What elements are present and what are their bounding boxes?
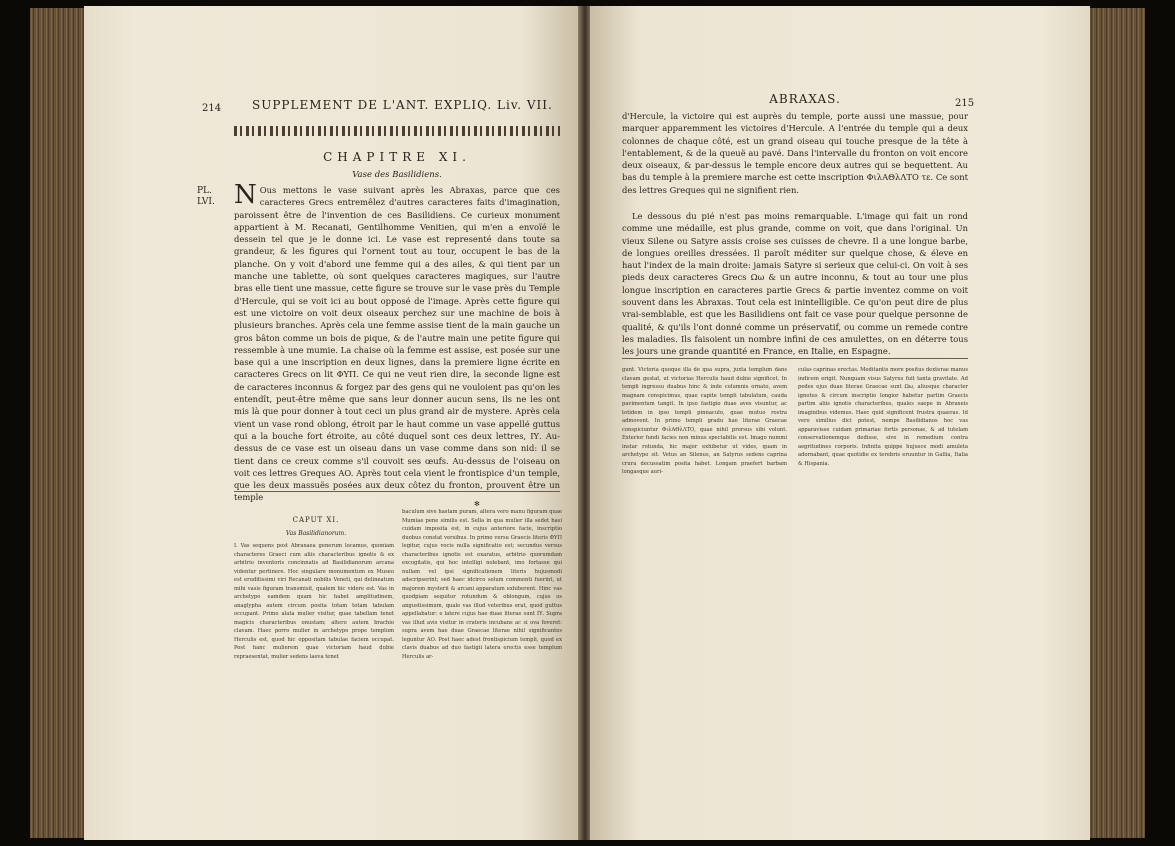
star-mark: ✻ <box>474 500 480 508</box>
latin-column-2: baculum sive hastam puram, altera vero manu figuram quae Mumiae pene similis est. Sella in qua mulier illa sedet basi cuidam imposita est, in cujus anteriore facie, inscriptio duobus constat versibus. In primo versu Graecis literis ΦΥΠ legitur, cujus vocis nulla significatio est; secundus versus characteribus ignotis est exaratus, arbitrio quorumdam excogitatis, qui hoc intelligi nolebant, imo fortasse qui nullam vel ipsi significationem literis hujusmodi adscripserint; sed haec idcirco solum commenti fuerint, ut majorem mysterii & arcani apparatum exhiberent. Hinc vas quodpiam sequitur rotundum & oblongum, cujus os angustissimum, quale vas illud veteribus erat, quod guttus appellabatur: e latere cujus hae duae literae sunt IΥ. Supra vas illud avis visitur in crateris incubans ac si ova foveret: supra avem hae duae Graecae literae nihil significantes leguntur AO. Post haec adest frontispicium templi, quod ex clavis duabus ad duo fastigii latera erectis esse templum Herculis ar- <box>402 509 562 660</box>
plate-reference: PL. LVI. <box>197 186 215 207</box>
latin-column-2: culas caprinas erectas. Meditantis more positus dexterae manus indicem erigit. Nunquam visus Satyrus fuit tanta gravitate. Ad pedes ejus duae literae Graecae sunt Ωω, aliusque character ignotus & circum inscriptio longior habetur partim Graecis partim aliis ignotis characteribus, quales saepe in Abraxeis imaginibus videmus. Haec quid significent frustra quaeras. Id vero similius dici potest, nempe Basilidianos hoc vas apparavisse cuidam primariae fortis personae, & ad tutelam conservationemque dedisse, sive in remedium contra aegritudines corporis. Infinita quippe hujusce modi amuleta adornabant, quae quotidie ex terebris eruuntur in Gallia, Italia & Hispania. <box>798 367 968 467</box>
latin-heading: CAPUT XI. <box>292 516 340 524</box>
right-page-edges <box>1085 8 1145 838</box>
chapter-heading: CHAPITRE XI. <box>323 150 471 164</box>
latin-column-1: gunt. Victoria quoque illa de qua supra, juxta templum dans clavam gestat, ut victorias Herculis haud dubie significet. In templi ingressu duabus hinc & inde columnis ornato, avem magnam conspicimus, quae capite templi tabulatum, cauda pavimentum tangit. In ipso fastigio duae aves visuntur, ac totidem in ipso templi pinnaculo, quae mutuo rostra admovent. In primo templi gradu hae literae Graecae conspiciuntur ΦιλΑΘλΛΤΟ, quae nihil prorsus sibi volunt. Exterior fundi facies non minus spectabilis est. Imago nummi instar rotunda, hic major exhibetur ut vides, quam in archetypo sit. Vetus an Silenus, an Satyrus sedens caprina crura decussatim posita habet. Longam praefert barbam longasque auri- <box>622 367 787 475</box>
french-paragraph: Ous mettons le vase suivant après les Abraxas, parce que ces caracteres Grecs entremêlez d'autres caracteres faits d'imagination, paroissent être de l'invention de ces Basilidiens. Ce curieux monument appartient à M. Recanati, Gentilhomme Venitien, qui m'en a envoïé le dessein tel que je le donne ici. Le vase est representé dans toute sa grandeur, & les figures qui l'ornent tout au tour, occupent le bas de la planche. On y voit d'abord une femme qui a des ailes, & qui tient par un manche une tablette, où sont quelques caracteres magiques, sur l'autre bras elle tient une massue, cette figure se trouve sur le vase près du Temple d'Hercule, qui se voit ici au bout opposé de l'image. Après cette figure qui est une victoire on voit deux oiseaux perchez sur une machine de bois à plusieurs branches. Après cela une femme assise tient de la main gauche un gros bâton comme un bois de pique, & de l'autre main une petite figure qui ressemble à une mumie. La chaise où la femme est assise, est posée sur une base qui a une inscription en deux lignes, dans la premiere ligne écrite en caracteres Grecs on lit ΦΥΠ. Ce qui ne veut rien dire, la seconde ligne est de caracteres inconnus & forgez par des gens qui ne vouloient pas qu'on les entendît, peut-être même que sans leur donner aucun sens, ils ne les ont mis là que pour donner à tout ceci un plus grand air de mystere. Après cela vient un vase rond oblong, étroit par le haut comme un vase appellé guttus qui a la bouche fort étroite, au côté duquel sont ces deux lettres, IΥ. Au-dessus de ce vase est un oiseau dans un vase comme dans son nid: il se tient dans ce creux comme s'il couvoit ses œufs. Au-dessus de l'oiseau on voit ces lettres Greques AO. Après tout cela vient le frontispice d'un temple, que les deux massuës posées aux deux côtez du fronton, prouvent être un temple <box>234 185 560 503</box>
running-head: ABRAXAS. <box>769 92 841 106</box>
left-page <box>84 6 580 840</box>
ornament-band <box>234 126 560 136</box>
drop-cap: N <box>234 180 257 210</box>
chapter-subtitle: Vase des Basilidiens. <box>352 170 442 180</box>
running-head: SUPPLEMENT DE L'ANT. EXPLIQ. Liv. VII. <box>252 98 553 112</box>
latin-column-1: I. Vas sequens post Abraxaea generum locamus, quoniam characteres Graeci cum aliis characteribus ignotis & ex arbitrio inventoris concinnatis ad Basilidianorum arcana videntur pertinere. Hoc singulare monumentum ex Museo est eruditissimi viri Recanati nobilis Veneti, qui delineatum mihi vasis figuram transmisit, qualem hic videre est. Vas in archetypo eamdem quam hic habet amplitudinem, anaglypha autem circum posita totam totam tabulam occupant. Primo alata mulier visitur, quae tabellam tenet magicis characteribus onustam; altero autem brachio clavam. Haec porro mulier in archetypo prope templum Herculis est, quod hic oppositam tabulae faciem occupat. Post hanc mulierem quae victoriam haud dubie repraesentat, mulier sedens laeva tenet <box>234 543 394 660</box>
page-number: 214 <box>202 103 222 114</box>
right-page <box>590 6 1090 840</box>
separator-rule <box>622 358 968 359</box>
separator-rule <box>234 491 560 492</box>
page-number: 215 <box>955 98 975 109</box>
french-paragraph-2: Le dessous du pié n'est pas moins remarquable. L'image qui fait un rond comme une médaille, est plus grande, comme on voit, que dans l'original. Un vieux Silene ou Satyre assis croise ses cuisses de chevre. Il a une longue barbe, de longues oreilles dressées. Il paroît méditer sur quelque chose, & éleve en haut l'index de la main droite: jamais Satyre si serieux que celui-ci. On voit à ses pieds deux caracteres Grecs Ωω & un autre inconnu, & tout au tour une plus longue inscription en caracteres partie Grecs & partie inventez comme on voit souvent dans les Abraxas. Tout cela est inintelligible. Ce qu'on peut dire de plus vrai-semblable, est que les Basilidiens ont fait ce vase pour quelque personne de qualité, & qu'ils l'ont donné comme un préservatif, ou comme un remede contre les maladies. Ils faisoient un nombre infini de ces amulettes, on en déterre tous les jours une grande quantité en France, en Italie, en Espagne. <box>622 211 968 357</box>
left-page-edges <box>30 8 90 838</box>
french-body-text <box>234 180 560 504</box>
french-paragraph-1: d'Hercule, la victoire qui est auprès du temple, porte aussi une massue, pour marquer apparemment les victoires d'Hercule. A l'entrée du temple qui a deux colonnes de chaque côté, est un grand oiseau qui touche presque de la tête à l'entablement, & de la queuë au pavé. Dans l'intervalle du fronton on voit encore deux oiseaux, & par-dessus le temple encore deux autres qui se bequettent. Au bas du temple à la premiere marche est cette inscription ΦιλΑΘλΛΤΟ τε. Ce sont des lettres Greques qui ne signifient rien. <box>622 111 968 195</box>
latin-subtitle: Vas Basilidianorum. <box>285 530 347 537</box>
